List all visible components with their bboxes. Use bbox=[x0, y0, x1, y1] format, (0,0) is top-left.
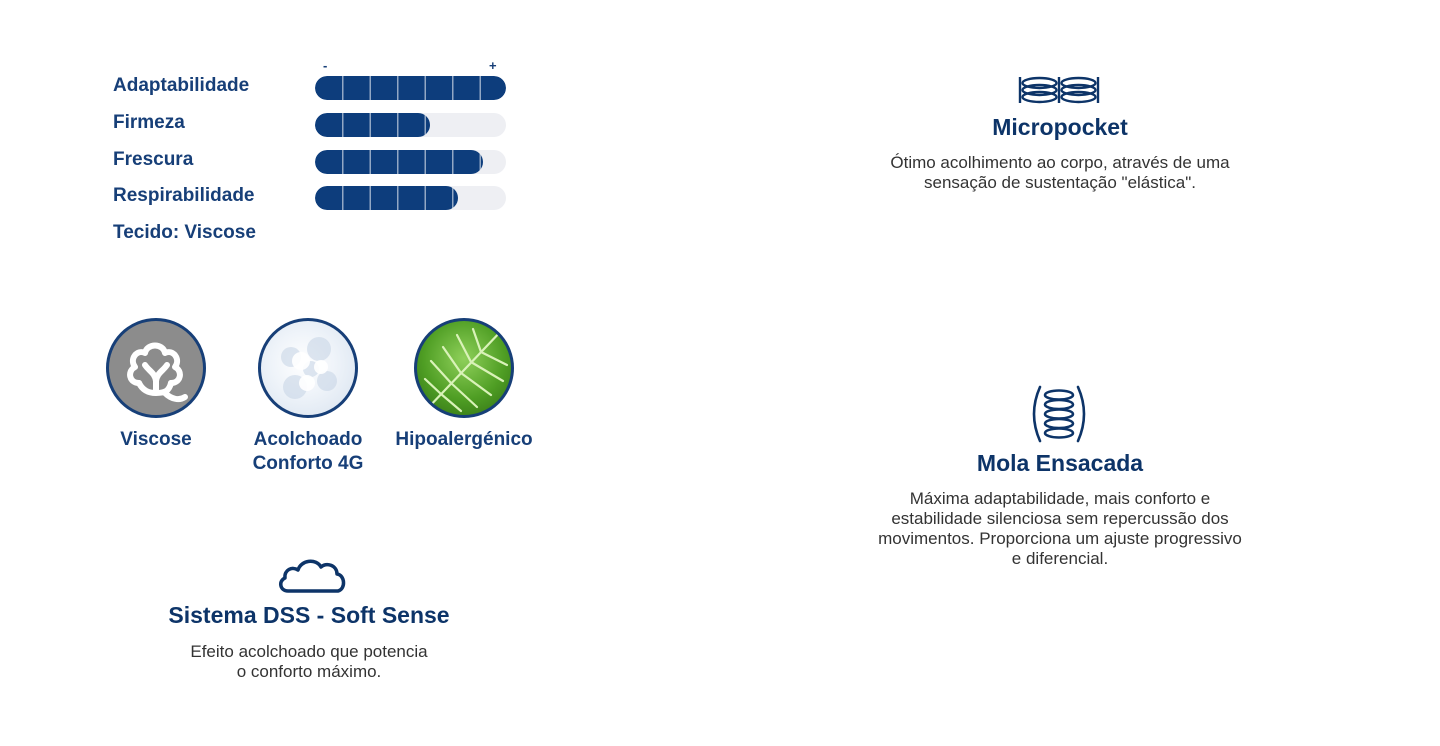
badge-label-viscose: Viscose bbox=[120, 429, 192, 450]
rating-label-adaptabilidade: Adaptabilidade bbox=[113, 75, 250, 96]
rating-bar-fill bbox=[315, 186, 458, 210]
rating-bar-firmeza bbox=[315, 113, 506, 137]
micropocket-title: Micropocket bbox=[992, 114, 1128, 140]
rating-bar-frescura bbox=[315, 150, 506, 174]
micropocket-description: Ótimo acolhimento ao corpo, através de uma sensação de sustentação "elástica". bbox=[890, 153, 1230, 192]
rating-bar-respirabilidade bbox=[315, 186, 506, 210]
rating-bar-fill bbox=[315, 113, 430, 137]
rating-label-firmeza: Firmeza bbox=[113, 112, 185, 133]
scale-min-label: - bbox=[323, 58, 328, 73]
cotton-icon bbox=[106, 318, 206, 418]
fabric-label: Tecido: Viscose bbox=[113, 222, 256, 243]
rating-bar-fill bbox=[315, 150, 483, 174]
badge-label-acolchoado: Acolchoado Conforto 4G bbox=[252, 429, 364, 474]
dss-description: Efeito acolchoado que potencia o conforto máximo. bbox=[190, 642, 428, 681]
rating-label-respirabilidade: Respirabilidade bbox=[113, 185, 255, 206]
cloud-icon bbox=[276, 553, 348, 595]
micropocket-springs-icon bbox=[1018, 75, 1100, 105]
dss-title: Sistema DSS - Soft Sense bbox=[168, 602, 450, 628]
rating-bar-fill bbox=[315, 76, 506, 100]
mola-title: Mola Ensacada bbox=[976, 450, 1144, 476]
padding-icon bbox=[258, 318, 358, 418]
rating-bar-adaptabilidade bbox=[315, 76, 506, 100]
rating-label-frescura: Frescura bbox=[113, 149, 194, 170]
mola-description: Máxima adaptabilidade, mais conforto e estabilidade silenciosa sem repercussão dos movimentos. Proporciona um ajuste progressivo e diferencial. bbox=[878, 489, 1242, 568]
scale-max-label: + bbox=[489, 58, 497, 73]
pocket-spring-icon bbox=[1032, 385, 1086, 443]
leaf-icon bbox=[414, 318, 514, 418]
badge-label-hipoalergenico: Hipoalergénico bbox=[395, 429, 533, 450]
